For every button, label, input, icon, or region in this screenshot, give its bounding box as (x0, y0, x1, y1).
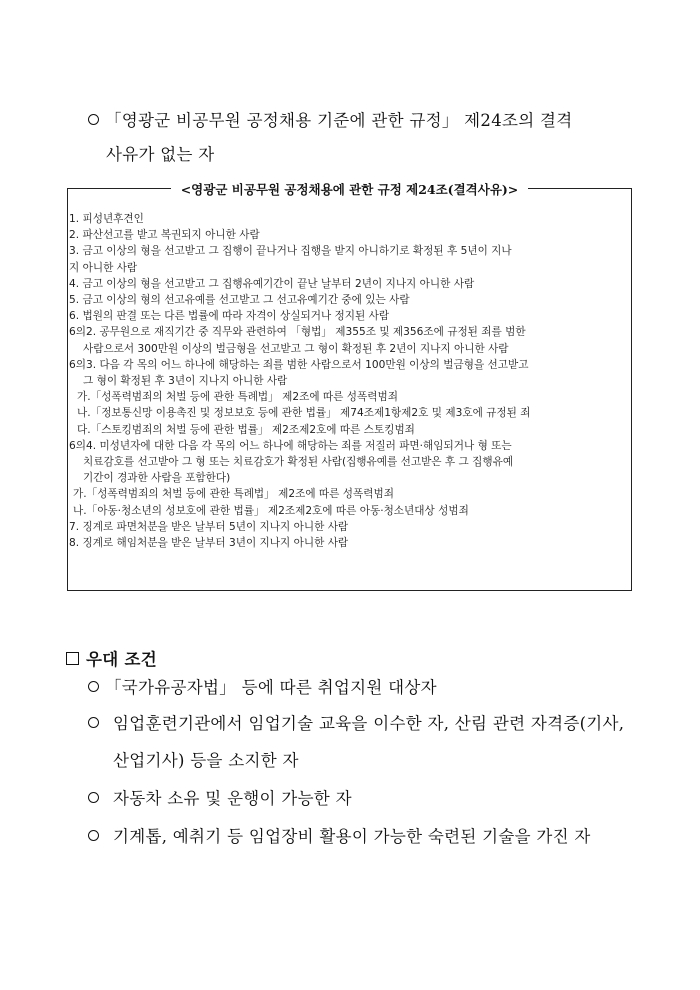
list-item: 6의3. 다음 각 목의 어느 하나에 해당하는 죄를 범한 사람으로서 100만원 이상의 벌금형을 선고받고 (69, 358, 529, 371)
list-item: 치료감호를 선고받아 그 형 또는 치료감호가 확정된 사람(집행유예를 선고받은 후 그 집행유예 (83, 456, 514, 469)
circle-bullet-icon (88, 830, 99, 841)
preference-item-text: 「국가유공자법」 등에 따른 취업지원 대상자 (105, 678, 437, 697)
box-title (68, 179, 631, 198)
square-bullet-icon (66, 652, 79, 665)
preference-heading-text: 우대 조건 (86, 650, 158, 669)
circle-bullet-icon (88, 681, 99, 692)
disqualification-box (67, 182, 632, 591)
list-item: 6. 법원의 판결 또는 다른 법률에 따라 자격이 상실되거나 정지된 사람 (69, 310, 390, 323)
list-item: 나.「아동·청소년의 성보호에 관한 법률」 제2조제2호에 따른 아동·청소년대상 성범죄 (73, 504, 469, 517)
preference-item-text: 자동차 소유 및 운행이 가능한 자 (113, 789, 352, 808)
list-item: 기간이 경과한 사람을 포함한다) (83, 472, 231, 485)
list-item: 2. 파산선고를 받고 복권되지 아니한 사람 (69, 229, 260, 242)
intro-text: 「영광군 비공무원 공정채용 기준에 관한 규정」 제24조의 결격 (105, 111, 573, 130)
list-item: 6의2. 공무원으로 재직기간 중 직무와 관련하여 「형법」 제355조 및 제356조에 규정된 죄를 범한 (69, 326, 526, 339)
intro-line-2: 사유가 없는 자 (106, 145, 215, 164)
list-item: 다.「스토킹범죄의 처벌 등에 관한 법률」 제2조제2호에 따른 스토킹범죄 (77, 423, 415, 436)
circle-bullet-icon (88, 717, 99, 728)
list-item: 3. 금고 이상의 형을 선고받고 그 집행이 끝나거나 집행을 받지 아니하기로 확정된 후 5년이 지나 (69, 245, 512, 258)
preference-item-text: 임업훈련기관에서 임업기술 교육을 이수한 자, 산림 관련 자격증(기사, (113, 714, 625, 733)
disqualification-list (69, 211, 530, 551)
list-item: 1. 피성년후견인 (69, 213, 144, 225)
box-title-text: <영광군 비공무원 공정채용에 관한 규정 제24조(결격사유)> (171, 182, 529, 197)
preference-item (88, 785, 352, 809)
list-item: 지 아니한 사람 (69, 261, 138, 274)
circle-bullet-icon (88, 792, 99, 803)
preference-item (88, 823, 591, 847)
list-item: 7. 징계로 파면처분을 받은 날부터 5년이 지나지 아니한 사람 (69, 520, 349, 533)
list-item: 가.「성폭력범죄의 처벌 등에 관한 특례법」 제2조에 따른 성폭력범죄 (77, 391, 398, 404)
preference-item (88, 710, 624, 734)
list-item: 5. 금고 이상의 형의 선고유예를 선고받고 그 선고유예기간 중에 있는 사람 (69, 294, 410, 307)
preference-item (88, 674, 437, 698)
list-item: 사람으로서 300만원 이상의 벌금형을 선고받고 그 형이 확정된 후 2년이 지나지 아니한 사람 (83, 342, 509, 355)
preference-heading (66, 646, 157, 670)
preference-item-text: 기계톱, 예취기 등 임업장비 활용이 가능한 숙련된 기술을 가진 자 (113, 827, 591, 846)
list-item: 가.「성폭력범죄의 처벌 등에 관한 특례법」 제2조에 따른 성폭력범죄 (73, 488, 394, 501)
list-item: 그 형이 확정된 후 3년이 지나지 아니한 사람 (83, 375, 288, 388)
list-item: 8. 징계로 해임처분을 받은 날부터 3년이 지나지 아니한 사람 (69, 537, 349, 550)
preference-item-continued: 산업기사) 등을 소지한 자 (113, 751, 299, 770)
list-item: 4. 금고 이상의 형을 선고받고 그 집행유예기간이 끝난 날부터 2년이 지나지 아니한 사람 (69, 277, 475, 290)
intro-line-1 (88, 107, 573, 131)
list-item: 6의4. 미성년자에 대한 다음 각 목의 어느 하나에 해당하는 죄를 저질러 파면·해임되거나 형 또는 (69, 439, 512, 452)
list-item: 나.「정보통신망 이용촉진 및 정보보호 등에 관한 법률」 제74조제1항제2호 및 제3호에 규정된 죄 (77, 407, 531, 420)
circle-bullet-icon (88, 114, 99, 125)
